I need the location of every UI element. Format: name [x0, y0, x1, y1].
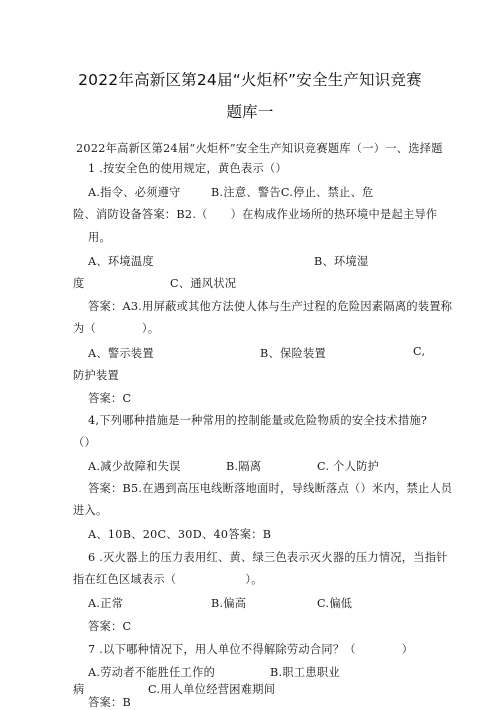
q1-option-a: A.指令、必须遵守 — [88, 186, 181, 199]
q3-answer: 答案：C — [88, 392, 132, 405]
q1-stem: 1 .按安全色的使用规定，黄色表示（） — [88, 162, 287, 175]
q3-option-a: A、警示装置 — [88, 347, 154, 360]
q6-option-a: A.正常 — [88, 597, 124, 610]
q1-option-b: B.注意、警告C.停止、禁止、危 — [211, 186, 374, 199]
q2-stem-end: 用。 — [88, 231, 111, 244]
q5-options: A、10B、20C、30D、40答案：B — [88, 528, 272, 541]
q2-option-a: A、环境温度 — [88, 255, 154, 268]
q7-option-b-end: 病 — [73, 683, 85, 696]
q4-option-a: A.减少故障和失误 — [88, 460, 181, 473]
q2-option-b: B、环境湿 — [314, 255, 369, 268]
q3-option-c: C, — [413, 345, 426, 358]
q3-option-b: B、保险装置 — [260, 347, 326, 360]
q2-option-c: C、通风状况 — [170, 277, 237, 290]
q2-option-b-end: 度 — [73, 277, 85, 290]
q6-option-b: B.偏高 — [211, 597, 247, 610]
q7-option-a: A.劳动者不能胜任工作的 — [88, 666, 216, 679]
q5-stem-end: 进入。 — [73, 504, 108, 517]
q4-option-c: C. 个人防护 — [317, 460, 380, 473]
q4-stem-end: （） — [73, 436, 96, 449]
q7-stem: 7 .以下哪种情况下，用人单位不得解除劳动合同？（ ） — [88, 643, 414, 656]
document-subtitle: 题库一 — [226, 103, 274, 121]
intro-line: 2022年高新区第24届“火炬杯”安全生产知识竞赛题库（一）一、选择题 — [76, 142, 443, 155]
q3-stem: 答案：A3.用屏蔽或其他方法使人体与生产过程的危险因素隔离的装置称 — [88, 300, 453, 313]
q5-stem: 答案：B5.在遇到高压电线断落地面时，导线断落点（）米内，禁止人员 — [88, 482, 453, 495]
q7-answer: 答案：B — [88, 696, 131, 709]
q4-stem: 4,下列哪种措施是一种常用的控制能量或危险物质的安全技术措施? — [88, 414, 428, 427]
q6-stem: 6 .灭火器上的压力表用红、黄、绿三色表示灭火器的压力情况，当指针 — [88, 551, 448, 564]
q6-stem-end: 指在红色区域表示（ ）。 — [73, 573, 263, 586]
q3-option-c-end: 防护装置 — [73, 369, 119, 382]
document-title: 2022年高新区第24届“火炬杯”安全生产知识竞赛 — [78, 71, 422, 89]
q6-option-c: C.偏低 — [317, 597, 353, 610]
q7-option-b: B.职工患职业 — [270, 666, 340, 679]
q6-answer: 答案：C — [88, 620, 132, 633]
q3-stem-end: 为（ ）。 — [73, 322, 160, 335]
q2-stem: 险、消防设备答案：B2.（ ）在构成作业场所的热环境中是起主导作 — [73, 208, 438, 221]
q4-option-b: B.隔离 — [226, 460, 262, 473]
q7-option-c: C.用人单位经营困难期间 — [148, 683, 276, 696]
